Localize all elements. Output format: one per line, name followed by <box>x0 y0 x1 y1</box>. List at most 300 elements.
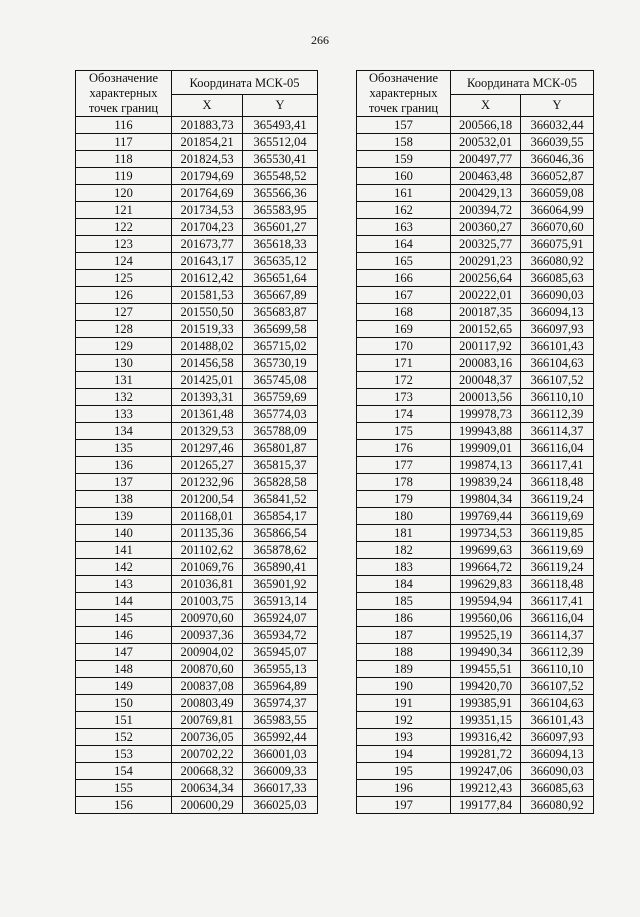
x-coordinate-cell: 199734,53 <box>451 525 521 542</box>
point-number-cell: 158 <box>357 134 451 151</box>
y-coordinate-cell: 366116,04 <box>521 610 594 627</box>
table-row <box>357 678 594 695</box>
table-row <box>76 270 318 287</box>
table-row <box>357 236 594 253</box>
table-row <box>76 593 318 610</box>
y-coordinate-cell: 365788,09 <box>243 423 318 440</box>
designation-header: Обозначение характерных точек границ <box>76 71 172 117</box>
point-number-cell: 197 <box>357 797 451 814</box>
point-number-cell: 131 <box>76 372 172 389</box>
y-coordinate-cell: 366032,44 <box>521 117 594 134</box>
x-coordinate-cell: 199909,01 <box>451 440 521 457</box>
x-coordinate-cell: 200117,92 <box>451 338 521 355</box>
y-coordinate-cell: 365924,07 <box>243 610 318 627</box>
y-coordinate-cell: 365964,89 <box>243 678 318 695</box>
table-row <box>76 355 318 372</box>
point-number-cell: 195 <box>357 763 451 780</box>
designation-header: Обозначение характерных точек границ <box>357 71 451 117</box>
table-row <box>357 644 594 661</box>
table-row <box>357 712 594 729</box>
y-coordinate-cell: 366090,03 <box>521 287 594 304</box>
x-coordinate-cell: 200152,65 <box>451 321 521 338</box>
x-coordinate-cell: 201003,75 <box>172 593 243 610</box>
y-coordinate-cell: 365854,17 <box>243 508 318 525</box>
table-row <box>76 678 318 695</box>
table-row <box>76 780 318 797</box>
point-number-cell: 117 <box>76 134 172 151</box>
point-number-cell: 169 <box>357 321 451 338</box>
x-coordinate-cell: 199804,34 <box>451 491 521 508</box>
x-coordinate-cell: 201425,01 <box>172 372 243 389</box>
point-number-cell: 134 <box>76 423 172 440</box>
y-coordinate-cell: 365566,36 <box>243 185 318 202</box>
point-number-cell: 179 <box>357 491 451 508</box>
x-coordinate-cell: 201612,42 <box>172 270 243 287</box>
table-row <box>357 610 594 627</box>
x-coordinate-cell: 199247,06 <box>451 763 521 780</box>
x-coordinate-cell: 201329,53 <box>172 423 243 440</box>
x-coordinate-cell: 199839,24 <box>451 474 521 491</box>
table-row <box>76 729 318 746</box>
table-row <box>357 219 594 236</box>
x-coordinate-cell: 200634,34 <box>172 780 243 797</box>
page-number: 266 <box>311 33 329 47</box>
x-coordinate-cell: 199316,42 <box>451 729 521 746</box>
table-row <box>76 763 318 780</box>
table-row <box>357 134 594 151</box>
point-number-cell: 151 <box>76 712 172 729</box>
point-number-cell: 174 <box>357 406 451 423</box>
x-coordinate-cell: 199943,88 <box>451 423 521 440</box>
point-number-cell: 180 <box>357 508 451 525</box>
table-row <box>357 253 594 270</box>
y-coordinate-cell: 365983,55 <box>243 712 318 729</box>
point-number-cell: 154 <box>76 763 172 780</box>
x-coordinate-cell: 199455,51 <box>451 661 521 678</box>
x-coordinate-cell: 201168,01 <box>172 508 243 525</box>
x-coordinate-cell: 201734,53 <box>172 202 243 219</box>
point-number-cell: 177 <box>357 457 451 474</box>
y-coordinate-cell: 366119,24 <box>521 559 594 576</box>
point-number-cell: 118 <box>76 151 172 168</box>
y-coordinate-cell: 365730,19 <box>243 355 318 372</box>
y-coordinate-cell: 365866,54 <box>243 525 318 542</box>
point-number-cell: 130 <box>76 355 172 372</box>
table-row <box>76 542 318 559</box>
x-coordinate-cell: 201488,02 <box>172 338 243 355</box>
y-coordinate-cell: 366101,43 <box>521 338 594 355</box>
y-coordinate-cell: 366119,69 <box>521 508 594 525</box>
x-coordinate-cell: 199874,13 <box>451 457 521 474</box>
x-coordinate-cell: 200429,13 <box>451 185 521 202</box>
point-number-cell: 176 <box>357 440 451 457</box>
point-number-cell: 161 <box>357 185 451 202</box>
point-number-cell: 166 <box>357 270 451 287</box>
point-number-cell: 155 <box>76 780 172 797</box>
point-number-cell: 184 <box>357 576 451 593</box>
table-row <box>357 355 594 372</box>
point-number-cell: 127 <box>76 304 172 321</box>
point-number-cell: 133 <box>76 406 172 423</box>
x-coordinate-cell: 201297,46 <box>172 440 243 457</box>
point-number-cell: 156 <box>76 797 172 814</box>
point-number-cell: 194 <box>357 746 451 763</box>
point-number-cell: 162 <box>357 202 451 219</box>
point-number-cell: 160 <box>357 168 451 185</box>
y-coordinate-cell: 365683,87 <box>243 304 318 321</box>
x-coordinate-cell: 201069,76 <box>172 559 243 576</box>
y-header: Y <box>243 95 318 117</box>
y-coordinate-cell: 365841,52 <box>243 491 318 508</box>
x-coordinate-cell: 201519,33 <box>172 321 243 338</box>
x-coordinate-cell: 199490,34 <box>451 644 521 661</box>
y-coordinate-cell: 366101,43 <box>521 712 594 729</box>
y-coordinate-cell: 365774,03 <box>243 406 318 423</box>
y-coordinate-cell: 366117,41 <box>521 593 594 610</box>
table-row <box>76 338 318 355</box>
point-number-cell: 129 <box>76 338 172 355</box>
table-row <box>76 287 318 304</box>
y-coordinate-cell: 366110,10 <box>521 661 594 678</box>
y-coordinate-cell: 366009,33 <box>243 763 318 780</box>
x-coordinate-cell: 199525,19 <box>451 627 521 644</box>
x-coordinate-cell: 200600,29 <box>172 797 243 814</box>
x-coordinate-cell: 200325,77 <box>451 236 521 253</box>
x-coordinate-cell: 199351,15 <box>451 712 521 729</box>
y-coordinate-cell: 366080,92 <box>521 253 594 270</box>
table-body <box>76 117 318 814</box>
coordinates-table-left <box>75 70 318 814</box>
table-row <box>76 661 318 678</box>
y-coordinate-cell: 365583,95 <box>243 202 318 219</box>
point-number-cell: 139 <box>76 508 172 525</box>
table-body <box>357 117 594 814</box>
table-row <box>357 389 594 406</box>
x-coordinate-cell: 200256,64 <box>451 270 521 287</box>
y-coordinate-cell: 366114,37 <box>521 423 594 440</box>
y-coordinate-cell: 365828,58 <box>243 474 318 491</box>
point-number-cell: 173 <box>357 389 451 406</box>
table-row <box>76 321 318 338</box>
x-coordinate-cell: 200083,16 <box>451 355 521 372</box>
x-coordinate-cell: 199420,70 <box>451 678 521 695</box>
table-row <box>357 117 594 134</box>
x-coordinate-cell: 201794,69 <box>172 168 243 185</box>
table-row <box>76 389 318 406</box>
table-row <box>357 780 594 797</box>
point-number-cell: 120 <box>76 185 172 202</box>
point-number-cell: 140 <box>76 525 172 542</box>
table-row <box>76 219 318 236</box>
table-row <box>357 542 594 559</box>
table-row <box>76 457 318 474</box>
table-row <box>357 474 594 491</box>
point-number-cell: 128 <box>76 321 172 338</box>
table-row <box>76 151 318 168</box>
table-row <box>76 372 318 389</box>
y-coordinate-cell: 365745,08 <box>243 372 318 389</box>
point-number-cell: 149 <box>76 678 172 695</box>
y-coordinate-cell: 366112,39 <box>521 406 594 423</box>
x-coordinate-cell: 201581,53 <box>172 287 243 304</box>
y-coordinate-cell: 366017,33 <box>243 780 318 797</box>
table-row <box>357 576 594 593</box>
point-number-cell: 192 <box>357 712 451 729</box>
table-row <box>357 321 594 338</box>
y-coordinate-cell: 366039,55 <box>521 134 594 151</box>
point-number-cell: 142 <box>76 559 172 576</box>
x-coordinate-cell: 200803,49 <box>172 695 243 712</box>
x-coordinate-cell: 201673,77 <box>172 236 243 253</box>
point-number-cell: 153 <box>76 746 172 763</box>
x-coordinate-cell: 199629,83 <box>451 576 521 593</box>
table-row <box>76 117 318 134</box>
table-row <box>357 168 594 185</box>
y-coordinate-cell: 366104,63 <box>521 355 594 372</box>
y-coordinate-cell: 366094,13 <box>521 304 594 321</box>
x-coordinate-cell: 200360,27 <box>451 219 521 236</box>
table-row <box>357 627 594 644</box>
y-coordinate-cell: 366090,03 <box>521 763 594 780</box>
x-coordinate-cell: 200736,05 <box>172 729 243 746</box>
y-coordinate-cell: 366085,63 <box>521 780 594 797</box>
table-row <box>76 440 318 457</box>
x-coordinate-cell: 201135,36 <box>172 525 243 542</box>
y-coordinate-cell: 366119,69 <box>521 542 594 559</box>
point-number-cell: 126 <box>76 287 172 304</box>
y-coordinate-cell: 365759,69 <box>243 389 318 406</box>
x-coordinate-cell: 201643,17 <box>172 253 243 270</box>
y-coordinate-cell: 366097,93 <box>521 729 594 746</box>
table-row <box>76 508 318 525</box>
x-coordinate-cell: 201200,54 <box>172 491 243 508</box>
x-coordinate-cell: 200463,48 <box>451 168 521 185</box>
y-coordinate-cell: 366085,63 <box>521 270 594 287</box>
y-coordinate-cell: 365913,14 <box>243 593 318 610</box>
x-coordinate-cell: 200222,01 <box>451 287 521 304</box>
x-coordinate-cell: 199699,63 <box>451 542 521 559</box>
y-coordinate-cell: 366080,92 <box>521 797 594 814</box>
x-coordinate-cell: 199978,73 <box>451 406 521 423</box>
x-coordinate-cell: 200187,35 <box>451 304 521 321</box>
point-number-cell: 159 <box>357 151 451 168</box>
table-row <box>76 695 318 712</box>
point-number-cell: 138 <box>76 491 172 508</box>
x-coordinate-cell: 201232,96 <box>172 474 243 491</box>
y-coordinate-cell: 365878,62 <box>243 542 318 559</box>
point-number-cell: 122 <box>76 219 172 236</box>
table-row <box>357 338 594 355</box>
point-number-cell: 178 <box>357 474 451 491</box>
table-row <box>357 457 594 474</box>
x-coordinate-cell: 200668,32 <box>172 763 243 780</box>
y-coordinate-cell: 365901,92 <box>243 576 318 593</box>
table-row <box>76 185 318 202</box>
point-number-cell: 171 <box>357 355 451 372</box>
y-coordinate-cell: 366116,04 <box>521 440 594 457</box>
table-row <box>357 661 594 678</box>
point-number-cell: 136 <box>76 457 172 474</box>
point-number-cell: 148 <box>76 661 172 678</box>
table-row <box>357 151 594 168</box>
table-row <box>76 576 318 593</box>
x-coordinate-cell: 199664,72 <box>451 559 521 576</box>
point-number-cell: 135 <box>76 440 172 457</box>
table-row <box>76 491 318 508</box>
x-coordinate-cell: 201456,58 <box>172 355 243 372</box>
point-number-cell: 167 <box>357 287 451 304</box>
point-number-cell: 182 <box>357 542 451 559</box>
x-coordinate-cell: 200048,37 <box>451 372 521 389</box>
point-number-cell: 188 <box>357 644 451 661</box>
table-row <box>357 763 594 780</box>
table-row <box>357 270 594 287</box>
y-coordinate-cell: 365974,37 <box>243 695 318 712</box>
x-coordinate-cell: 200497,77 <box>451 151 521 168</box>
table-row <box>76 559 318 576</box>
y-coordinate-cell: 365934,72 <box>243 627 318 644</box>
table-row <box>357 185 594 202</box>
x-coordinate-cell: 201883,73 <box>172 117 243 134</box>
table-row <box>357 202 594 219</box>
table-row <box>357 440 594 457</box>
table-row <box>357 525 594 542</box>
table-row <box>76 525 318 542</box>
x-coordinate-cell: 200291,23 <box>451 253 521 270</box>
y-coordinate-cell: 366119,85 <box>521 525 594 542</box>
table-row <box>357 304 594 321</box>
x-coordinate-cell: 200937,36 <box>172 627 243 644</box>
x-header: X <box>451 95 521 117</box>
point-number-cell: 152 <box>76 729 172 746</box>
y-coordinate-cell: 366114,37 <box>521 627 594 644</box>
x-coordinate-cell: 201102,62 <box>172 542 243 559</box>
point-number-cell: 172 <box>357 372 451 389</box>
x-coordinate-cell: 199385,91 <box>451 695 521 712</box>
y-coordinate-cell: 366104,63 <box>521 695 594 712</box>
y-coordinate-cell: 365512,04 <box>243 134 318 151</box>
y-coordinate-cell: 366052,87 <box>521 168 594 185</box>
point-number-cell: 190 <box>357 678 451 695</box>
table-row <box>357 491 594 508</box>
x-coordinate-cell: 199281,72 <box>451 746 521 763</box>
table-row <box>357 287 594 304</box>
y-coordinate-cell: 365945,07 <box>243 644 318 661</box>
point-number-cell: 147 <box>76 644 172 661</box>
y-coordinate-cell: 366107,52 <box>521 678 594 695</box>
point-number-cell: 164 <box>357 236 451 253</box>
point-number-cell: 193 <box>357 729 451 746</box>
y-coordinate-cell: 365699,58 <box>243 321 318 338</box>
point-number-cell: 165 <box>357 253 451 270</box>
x-coordinate-cell: 201764,69 <box>172 185 243 202</box>
table-row <box>357 559 594 576</box>
x-coordinate-cell: 200904,02 <box>172 644 243 661</box>
point-number-cell: 137 <box>76 474 172 491</box>
table-row <box>357 695 594 712</box>
point-number-cell: 143 <box>76 576 172 593</box>
coordinates-table-right <box>356 70 594 814</box>
point-number-cell: 191 <box>357 695 451 712</box>
y-coordinate-cell: 365992,44 <box>243 729 318 746</box>
table-row <box>76 644 318 661</box>
y-coordinate-cell: 366046,36 <box>521 151 594 168</box>
table-row <box>76 797 318 814</box>
y-coordinate-cell: 366059,08 <box>521 185 594 202</box>
y-coordinate-cell: 365601,27 <box>243 219 318 236</box>
table-row <box>76 406 318 423</box>
x-coordinate-cell: 200837,08 <box>172 678 243 695</box>
y-coordinate-cell: 366118,48 <box>521 576 594 593</box>
y-coordinate-cell: 366070,60 <box>521 219 594 236</box>
point-number-cell: 168 <box>357 304 451 321</box>
x-coordinate-cell: 200702,22 <box>172 746 243 763</box>
y-coordinate-cell: 365667,89 <box>243 287 318 304</box>
y-coordinate-cell: 366107,52 <box>521 372 594 389</box>
point-number-cell: 125 <box>76 270 172 287</box>
y-coordinate-cell: 366110,10 <box>521 389 594 406</box>
y-coordinate-cell: 366075,91 <box>521 236 594 253</box>
x-coordinate-cell: 200970,60 <box>172 610 243 627</box>
point-number-cell: 189 <box>357 661 451 678</box>
point-number-cell: 141 <box>76 542 172 559</box>
y-coordinate-cell: 365651,64 <box>243 270 318 287</box>
coordinate-header: Координата МСК-05 <box>172 71 318 95</box>
y-coordinate-cell: 365635,12 <box>243 253 318 270</box>
point-number-cell: 146 <box>76 627 172 644</box>
y-coordinate-cell: 365715,02 <box>243 338 318 355</box>
x-coordinate-cell: 201361,48 <box>172 406 243 423</box>
table-row <box>76 610 318 627</box>
y-coordinate-cell: 365815,37 <box>243 457 318 474</box>
table-row <box>357 423 594 440</box>
table-row <box>357 406 594 423</box>
table-row <box>357 797 594 814</box>
table-row <box>357 372 594 389</box>
x-coordinate-cell: 199177,84 <box>451 797 521 814</box>
x-coordinate-cell: 199212,43 <box>451 780 521 797</box>
table-row <box>76 746 318 763</box>
y-coordinate-cell: 365890,41 <box>243 559 318 576</box>
point-number-cell: 121 <box>76 202 172 219</box>
table-row <box>76 168 318 185</box>
table-row <box>76 627 318 644</box>
point-number-cell: 181 <box>357 525 451 542</box>
x-coordinate-cell: 200769,81 <box>172 712 243 729</box>
x-coordinate-cell: 201824,53 <box>172 151 243 168</box>
point-number-cell: 123 <box>76 236 172 253</box>
table-row <box>357 593 594 610</box>
point-number-cell: 185 <box>357 593 451 610</box>
table-row <box>76 134 318 151</box>
point-number-cell: 196 <box>357 780 451 797</box>
point-number-cell: 145 <box>76 610 172 627</box>
point-number-cell: 144 <box>76 593 172 610</box>
y-header: Y <box>521 95 594 117</box>
x-coordinate-cell: 199594,94 <box>451 593 521 610</box>
x-coordinate-cell: 201036,81 <box>172 576 243 593</box>
y-coordinate-cell: 365955,13 <box>243 661 318 678</box>
y-coordinate-cell: 366064,99 <box>521 202 594 219</box>
point-number-cell: 187 <box>357 627 451 644</box>
point-number-cell: 132 <box>76 389 172 406</box>
x-coordinate-cell: 201265,27 <box>172 457 243 474</box>
y-coordinate-cell: 366097,93 <box>521 321 594 338</box>
x-coordinate-cell: 200566,18 <box>451 117 521 134</box>
table-row <box>76 474 318 491</box>
point-number-cell: 150 <box>76 695 172 712</box>
x-coordinate-cell: 200013,56 <box>451 389 521 406</box>
